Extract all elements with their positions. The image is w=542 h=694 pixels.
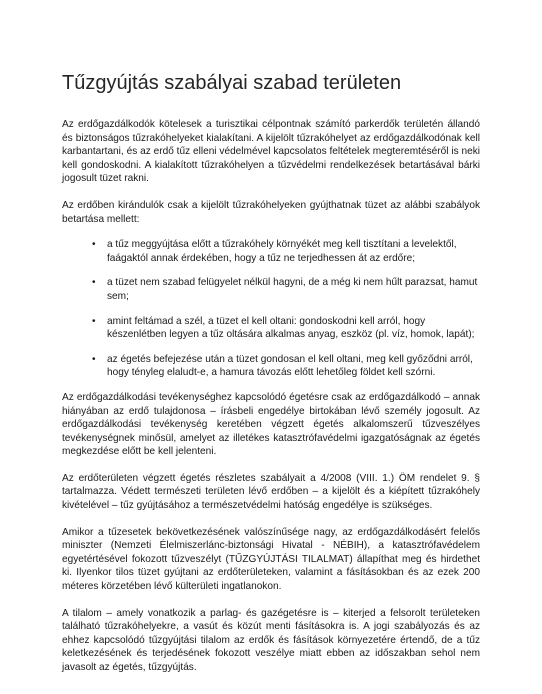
page-title: Tűzgyújtás szabályai szabad területen — [62, 72, 402, 94]
paragraph-intro: Az erdőgazdálkodók kötelesek a turisztikai célpontnak számító parkerdők területén állandó és biztonságos tűzrakóhelyeket kialakítani. A kijelölt tűzrakóhelyet az erdőgazdálkodónak kell karbantartani, és az erdő tűz elleni védelmével kapcsolatos feltételek megteremtéséről is neki kell gondoskodni. A kialakított tűzrakóhelyen a tűzvédelmi rendelkezések betartásával bárki jogosult tüzet rakni. — [62, 119, 480, 185]
list-item — [62, 353, 480, 380]
bullet-icon: • — [92, 277, 96, 289]
list-item — [62, 238, 480, 265]
list-item-text: amint feltámad a szél, a tüzet el kell oltani: gondoskodni kell arról, hogy készenlétben legyen a tűz oltására alkalmas anyag, eszköz (pl. víz, homok, lapát); — [107, 315, 475, 341]
paragraph-hikers-rules: Az erdőben kirándulók csak a kijelölt tűzrakóhelyeken gyújthatnak tüzet az alábbi szabályok betartása mellett: — [62, 199, 480, 225]
list-item-text: az égetés befejezése után a tüzet gondosan el kell oltani, meg kell győződni arról, hogy tényleg elaludt-e, a hamura távozás előtt lehetőleg földet kell szórni. — [107, 353, 473, 379]
bullet-icon: • — [92, 239, 96, 251]
paragraph-fire-ban: Amikor a tűzesetek bekövetkezésének valószínűsége nagy, az erdőgazdálkodásért felelős miniszter (Nemzeti Élelmiszerlánc-biztonsági Hivatal - NÉBIH), a katasztrófavédelem egyetértésével fokozott tűzveszélyt (TŰZGYÚJTÁSI TILALMAT) állapíthat meg és hirdethet ki. Ilyenkor tilos tüzet gyújtani az erdőterületeken, valamint a fásításokban és az ezek 200 méteres körzetében lévő külterületi ingatlanokon. — [62, 526, 480, 593]
bullet-icon: • — [92, 353, 96, 365]
rules-list — [62, 238, 480, 380]
document-body — [62, 118, 480, 688]
paragraph-ban-scope: A tilalom – amely vonatkozik a parlag- és gazégetésre is – kiterjed a felsorolt területeken található tűzrakóhelyekre, a vasút és közút menti fásításokra is. A jogi szabályozás és az ehhez kapcsolódó tűzgyújtási tilalom az erdők és fásítások környezetére értendő, de a tűz keletkezésének és terjedésének fokozott veszélye miatt ebben az időszakban sehol nem javasolt az égetés, tűzgyújtás. — [62, 607, 480, 673]
list-item — [62, 276, 480, 303]
list-item-text: a tüzet nem szabad felügyelet nélkül hagyni, de a még ki nem hűlt parazsat, hamut sem; — [107, 277, 478, 302]
bullet-icon: • — [92, 315, 96, 327]
paragraph-forestry-burning: Az erdőgazdálkodási tevékenységhez kapcsolódó égetésre csak az erdőgazdálkodó – annak hiányában az erdő tulajdonosa – írásbeli engedélye birtokában lévő személy jogosult. Az erdőgazdálkodási tevékenység keretében végzett égetés alkalomszerű tűzveszélyes tevékenységnek minősül, amelyet az illetékes katasztrófavédelmi igazgatóságnak az égetés megkezdése előtt be kell jelenteni. — [62, 391, 480, 458]
list-item — [62, 315, 480, 342]
list-item-text: a tűz meggyújtása előtt a tűzrakóhely környékét meg kell tisztítani a levelektől, faágaktól annak érdekében, hogy a tűz ne terjedhessen át az erdőre; — [107, 239, 457, 264]
paragraph-regulation: Az erdőterületen végzett égetés részletes szabályait a 4/2008 (VIII. 1.) ÖM rendelet 9. § tartalmazza. Védett természeti területen lévő erdőben – a kijelölt és a kiépített tűzrakóhely kivételével – tűz gyújtásához a természetvédelmi hatóság engedélye is szükséges. — [62, 472, 480, 512]
